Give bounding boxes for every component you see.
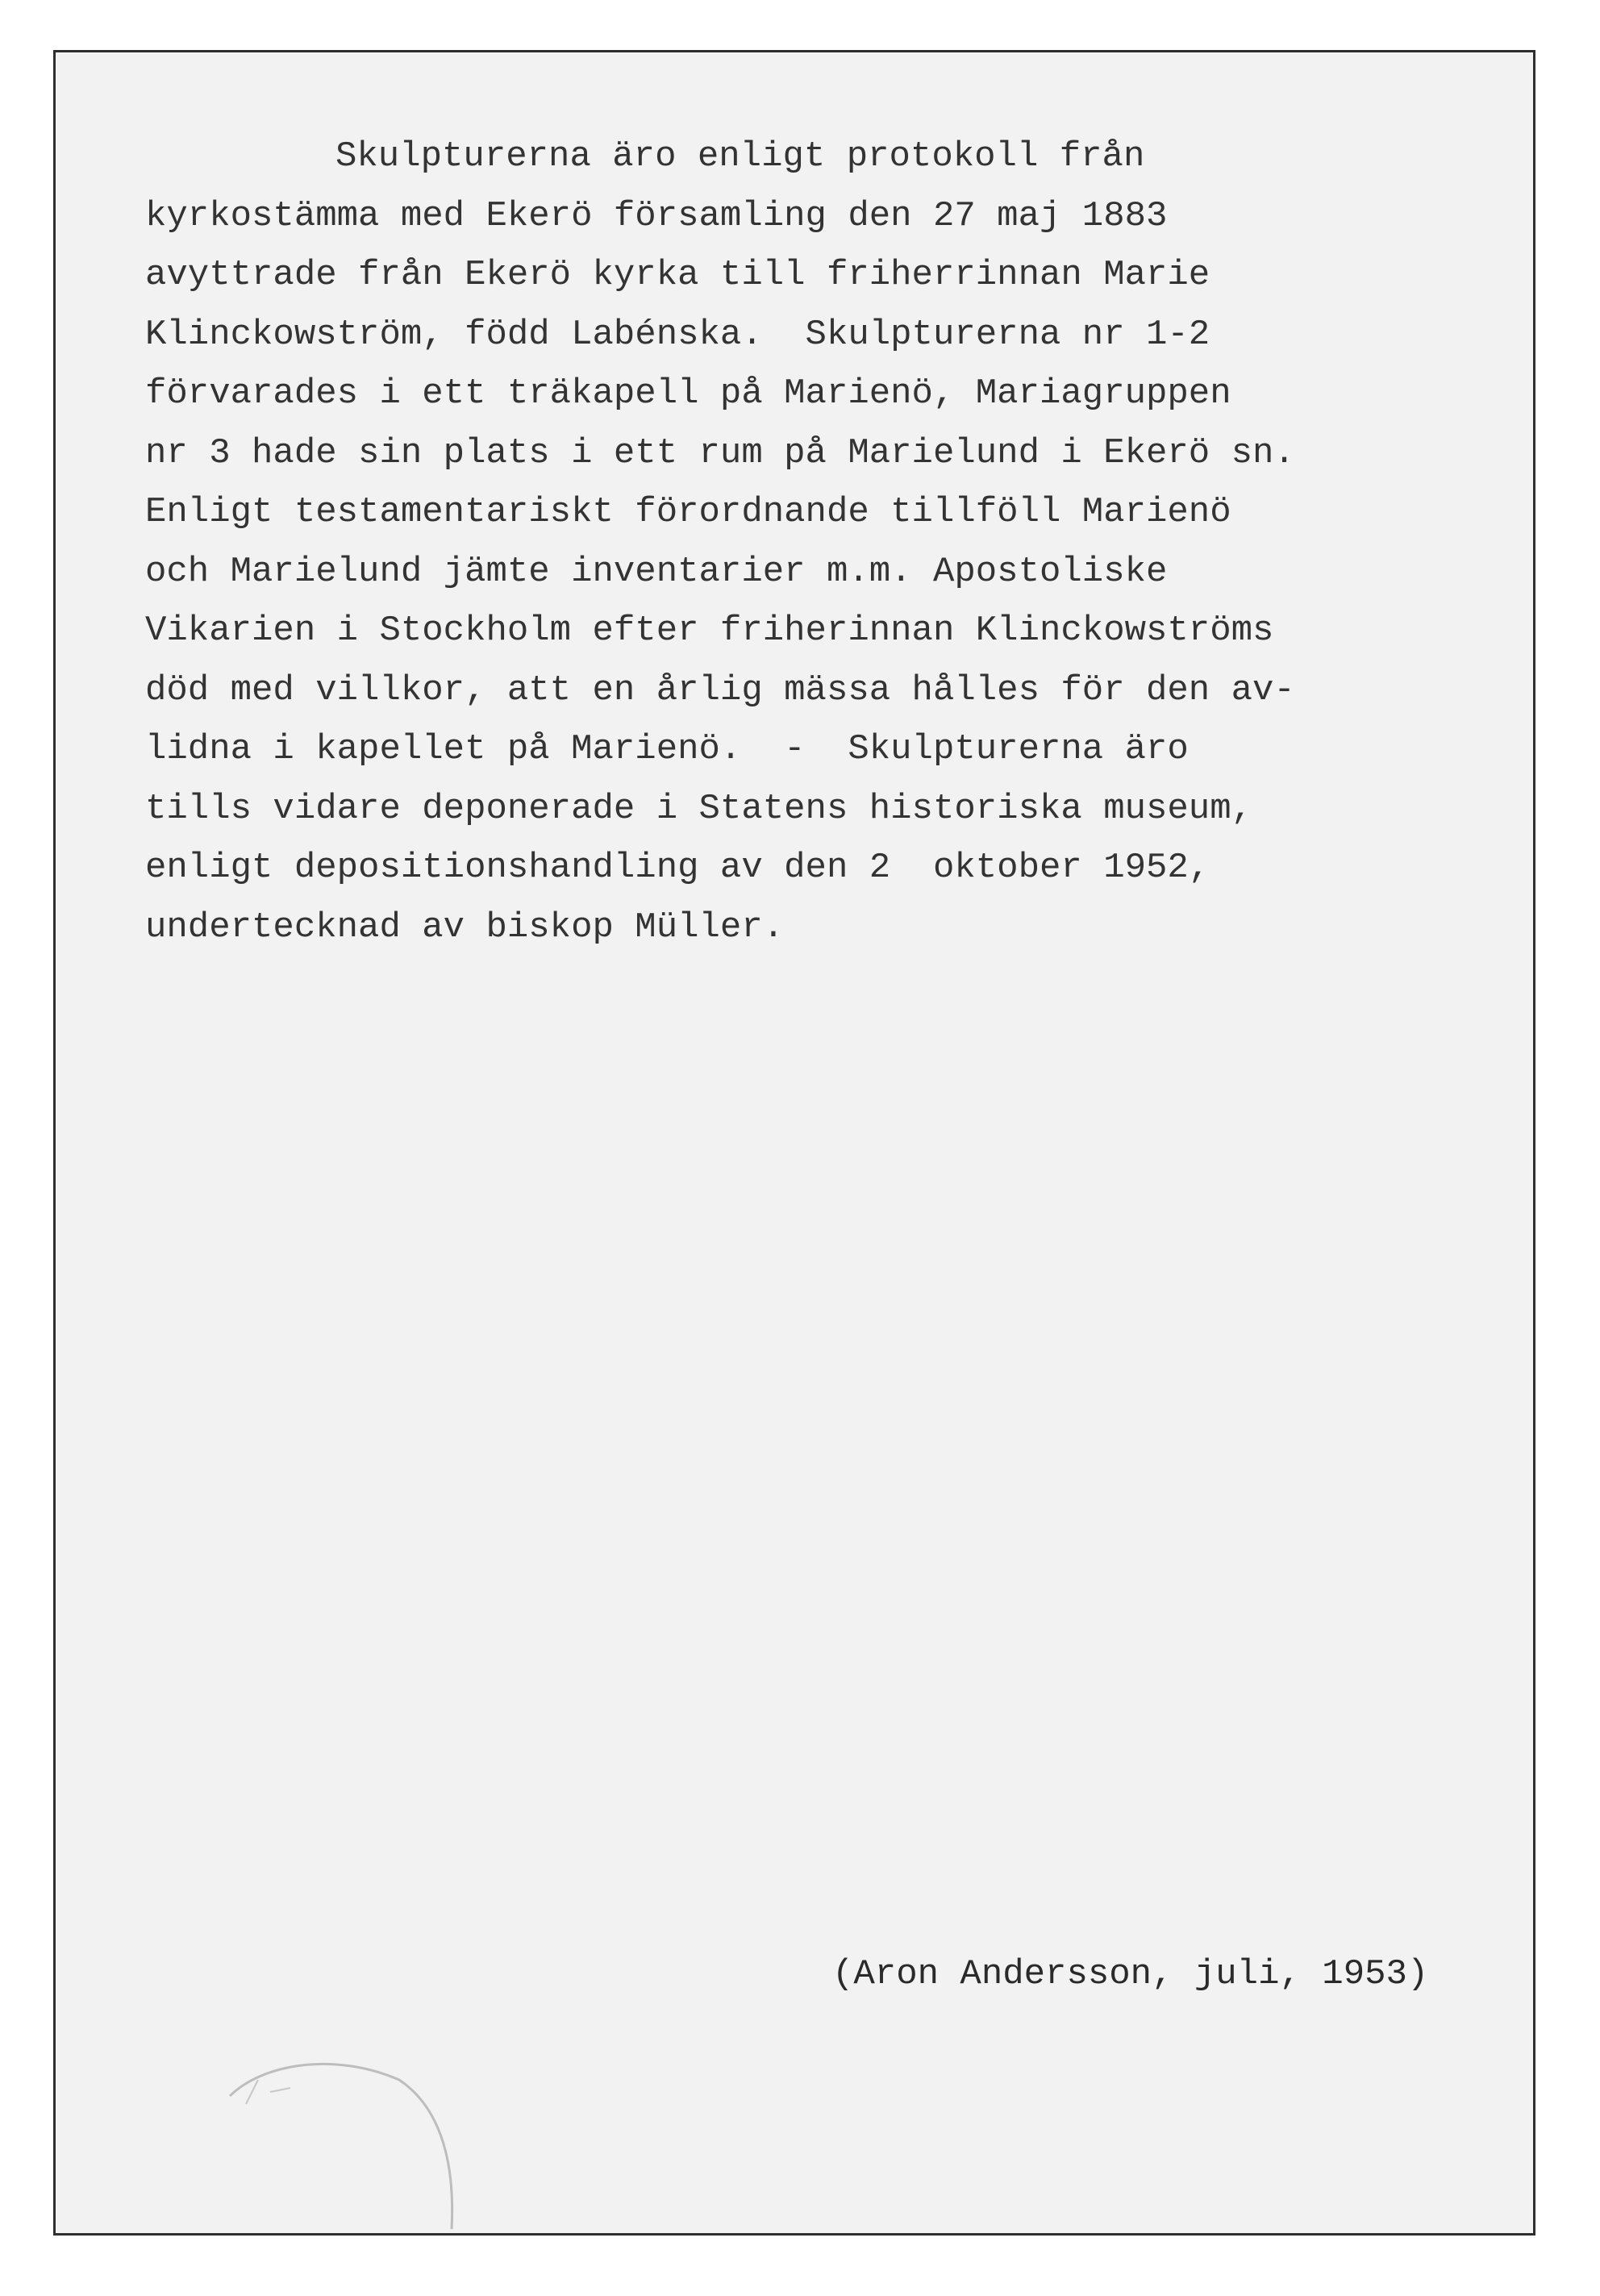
text-line: tills vidare deponerade i Statens historiska museum, <box>145 788 1253 829</box>
text-line: enligt depositionshandling av den 2 oktober 1952, <box>145 848 1210 888</box>
text-line: förvarades i ett träkapell på Marienö, Mariagruppen <box>145 373 1231 414</box>
text-line: död med villkor, att en årlig mässa hålles för den av- <box>145 669 1295 710</box>
text-line: och Marielund jämte inventarier m.m. Apostoliske <box>145 551 1168 592</box>
text-line: kyrkostämma med Ekerö församling den 27 maj 1883 <box>145 195 1168 236</box>
text-line: Enligt testamentariskt förordnande tillföll Marienö <box>145 492 1231 532</box>
text-line: nr 3 hade sin plats i ett rum på Marielund i Ekerö sn. <box>145 432 1295 473</box>
text-line: Vikarien i Stockholm efter friherinnan Klinckowströms <box>145 610 1274 651</box>
text-line: Klinckowström, född Labénska. Skulpturerna nr 1-2 <box>145 314 1210 355</box>
author-signature: (Aron Andersson, juli, 1953) <box>832 1954 1429 1994</box>
body-paragraph <box>145 127 1516 957</box>
pencil-annotation-mark <box>214 2048 472 2233</box>
text-line: Skulpturerna äro enligt protokoll från <box>335 136 1145 177</box>
text-line: avyttrade från Ekerö kyrka till friherrinnan Marie <box>145 255 1210 295</box>
text-line: lidna i kapellet på Marienö. - Skulpturerna äro <box>145 729 1189 769</box>
text-line: undertecknad av biskop Müller. <box>145 906 785 948</box>
